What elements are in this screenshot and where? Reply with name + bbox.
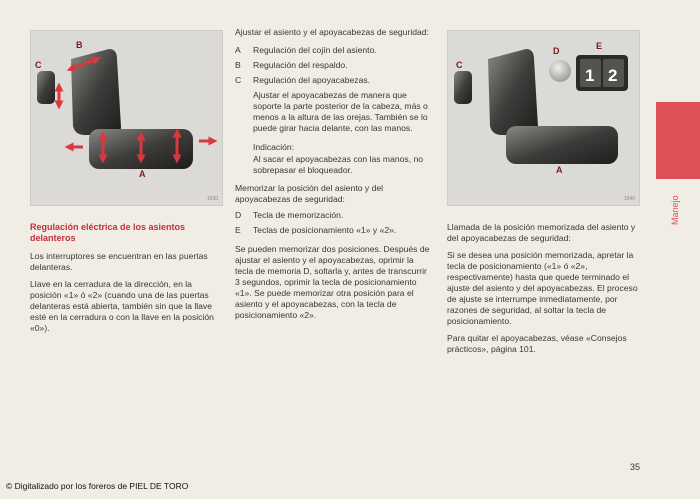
paragraph: Para quitar el apoyacabezas, véase «Consejos prácticos», página 101. (447, 333, 627, 354)
middle-column (235, 27, 433, 327)
item-text: Regulación del respaldo. (253, 60, 348, 70)
item-key: C (235, 75, 242, 85)
note-text: Al sacar el apoyacabezas con las manos, no sobrepasar el bloqueador. (253, 154, 424, 175)
figure-number: 1030 (206, 195, 218, 202)
paragraph: Se pueden memorizar dos posiciones. Después de ajustar el asiento y el apoyacabezas, oprimir la tecla de memoria D, soltarla y, antes de transcurrir 3 segundos, oprimir la tecla de posicionamiento «1». Se puede memorizar otra posición para el asiento y el apoyacabezas, con la tecla de posicionamiento «2». (235, 244, 430, 320)
chapter-tab (656, 102, 700, 179)
headrest-switch (454, 71, 472, 104)
item-key: B (235, 60, 241, 70)
memory-switch-illustration (447, 30, 640, 206)
section-heading: Regulación eléctrica de los asientos delanteros (30, 222, 186, 244)
item-key: E (235, 225, 241, 235)
item-key: A (235, 45, 241, 55)
paragraph: Los interruptores se encuentran en las puertas delanteras. (30, 250, 208, 272)
label-d: D (553, 46, 560, 56)
key-2-label: 2 (608, 66, 618, 85)
intro-text: Memorizar la posición del asiento y del apoyacabezas de seguridad: (235, 183, 384, 204)
label-a: A (556, 165, 563, 175)
memory-button (549, 60, 571, 82)
label-a: A (139, 169, 146, 179)
cushion-switch (506, 126, 618, 164)
key-1-label: 1 (585, 66, 595, 85)
note-block (235, 142, 433, 176)
item-text: Teclas de posicionamiento «1» y «2». (253, 225, 397, 235)
paragraph: Si se desea una posición memorizada, apretar la tecla de posicionamiento («1» ó «2», respectivamente) hasta que quede terminado el ajuste del asiento y del apoyacabezas. El proceso de ajuste se interrumpe inmediatamente, por razones de seguridad, al soltar la tecla de posicionamiento. (447, 250, 638, 326)
figure-number: 1040 (623, 195, 635, 202)
paragraph: Llave en la cerradura de la dirección, en la posición «1» ó «2» (cuando una de las puertas delanteras está abierta, también sin que la llave esté en la cerradura o con la llave en la posición «0»). (30, 278, 214, 333)
page-number: 35 (630, 462, 641, 472)
memory-switch-drawing (448, 31, 640, 206)
label-c: C (456, 60, 463, 70)
intro-text: Ajustar el asiento y el apoyacabezas de seguridad: (235, 27, 429, 37)
list-item (235, 75, 433, 86)
list-item (235, 45, 433, 56)
item-key: D (235, 210, 242, 220)
label-e: E (596, 41, 603, 51)
chapter-label: Manejo (670, 195, 681, 225)
footer-credit: © Digitalizado por los foreros de PIEL DE TORO (6, 481, 189, 491)
item-subtext: Ajustar el apoyacabezas de manera que soporte la parte posterior de la cabeza, más o menos a la altura de las orejas. También se lo puede girar hacia delante, con las manos. (253, 90, 428, 133)
list-item (235, 210, 433, 221)
note-title: Indicación: (253, 142, 295, 152)
list-item (235, 60, 433, 71)
headrest-switch (37, 71, 55, 104)
label-c: C (35, 60, 42, 70)
item-text: Regulación del apoyacabezas. (253, 75, 371, 85)
list-item (235, 225, 433, 236)
item-text: Tecla de memorización. (253, 210, 344, 220)
backrest-switch (71, 49, 121, 135)
seat-switch-drawing (31, 31, 223, 206)
backrest-switch (488, 49, 538, 135)
item-text: Regulación del cojín del asiento. (253, 45, 377, 55)
seat-adjust-illustration (30, 30, 223, 206)
label-b: B (76, 40, 83, 50)
left-column (30, 222, 222, 340)
paragraph: Llamada de la posición memorizada del asiento y del apoyacabezas de seguridad: (447, 222, 636, 243)
right-column (447, 222, 641, 361)
